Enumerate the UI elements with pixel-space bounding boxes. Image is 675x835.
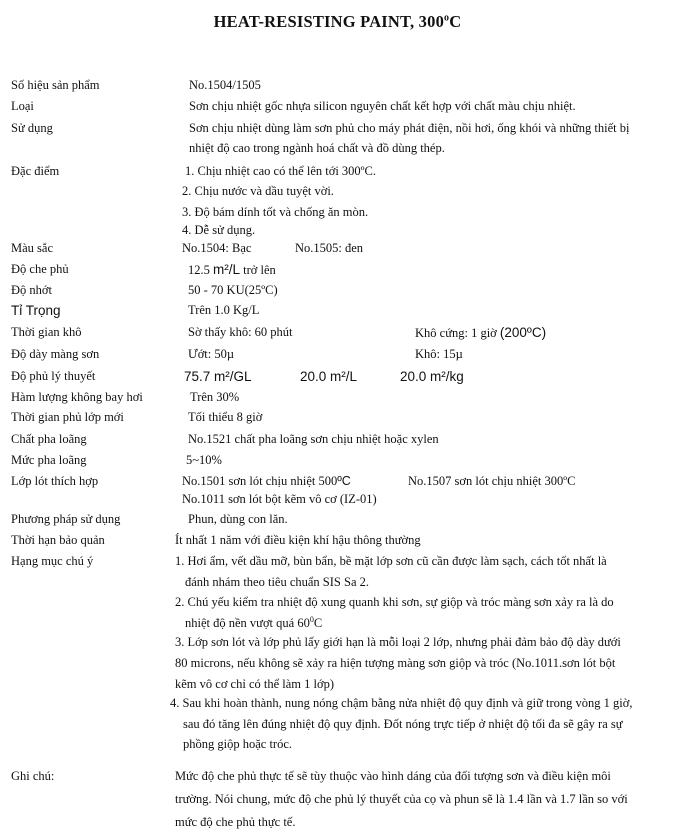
precaution-line: sau đó tăng lên đúng nhiệt độ quy định. Đốt nóng trực tiếp ở nhiệt độ tối đa sẽ gây ra sự — [183, 717, 623, 731]
label-coverage: Độ che phủ — [11, 262, 69, 276]
value-coverage: 12.5 m²/L trở lên — [188, 262, 276, 277]
value-thinner: No.1521 chất pha loãng sơn chịu nhiệt hoặc xylen — [188, 432, 439, 446]
label-theoretical-coverage: Độ phủ lý thuyết — [11, 369, 96, 383]
feature-item: 3. Độ bám dính tốt và chống ăn mòn. — [182, 205, 369, 219]
notes-line: mức độ che phủ thực tế. — [175, 815, 296, 829]
label-thinner: Chất pha loãng — [11, 432, 87, 446]
label-precautions: Hạng mục chú ý — [11, 554, 94, 568]
value-shelf-life: Ít nhất 1 năm với điều kiện khí hậu thông thường — [175, 533, 421, 547]
value-thinning-ratio: 5~10% — [186, 453, 222, 467]
label-viscosity: Độ nhớt — [11, 283, 52, 297]
feature-item: 4. Dễ sử dụng. — [182, 223, 256, 237]
value-coverage-per-gallon: 75.7 m²/GL — [184, 369, 252, 384]
value-touch-dry: Sờ thấy khô: 60 phút — [188, 325, 293, 339]
value-color-1505: No.1505: đen — [295, 241, 364, 255]
precaution-line: 1. Hơi ẩm, vết dầu mỡ, bùn bẩn, bề mặt lớp sơn cũ cần được làm sạch, cách tốt nhất là — [175, 554, 607, 568]
label-product-number: Số hiệu sản phẩm — [11, 78, 100, 92]
value-hard-dry: Khô cứng: 1 giờ (200ºC) — [415, 325, 547, 340]
label-shelf-life: Thời hạn bảo quản — [11, 533, 105, 547]
value-dry-thickness: Khô: 15µ — [415, 347, 463, 361]
label-thinning-ratio: Mức pha loãng — [11, 453, 87, 467]
label-primer: Lớp lót thích hợp — [11, 474, 99, 488]
notes-line: Mức độ che phủ thực tế sẽ tùy thuộc vào hình dáng của đối tượng sơn và điều kiện môi — [175, 769, 611, 783]
value-usage-line-1: Sơn chịu nhiệt dùng làm sơn phủ cho máy phát điện, nồi hơi, ống khói và những thiết bị — [189, 121, 630, 135]
precaution-line: kẽm vô cơ chỉ có thể làm 1 lớp) — [175, 677, 335, 691]
page-title: HEAT-RESISTING PAINT, 300$^o$C — [213, 12, 462, 31]
value-product-number: No.1504/1505 — [189, 78, 261, 92]
value-color-1504: No.1504: Bạc — [182, 241, 252, 255]
precaution-line: 80 microns, nếu không sẽ xảy ra hiện tượng màng sơn giộp và tróc (No.1011.sơn lót bột — [175, 656, 616, 670]
feature-item: 2. Chịu nước và dầu tuyệt vời. — [182, 184, 334, 198]
precaution-line: nhiệt độ nền vượt quá $60^0C$ — [185, 615, 323, 631]
precaution-line: đánh nhám theo tiêu chuẩn SIS Sa 2. — [185, 575, 369, 589]
label-recoat-time: Thời gian phủ lớp mới — [11, 410, 124, 424]
value-type: Sơn chịu nhiệt gốc nhựa silicon nguyên chất kết hợp với chất màu chịu nhiệt. — [189, 99, 576, 113]
label-application-method: Phương pháp sử dụng — [11, 512, 121, 526]
value-primer-1501: No.1501 sơn lót chịu nhiệt 500ºC — [182, 474, 351, 488]
label-nonvolatile-content: Hàm lượng không bay hơi — [11, 390, 143, 404]
precaution-line: 3. Lớp sơn lót và lớp phủ lấy giới hạn là mỗi loại 2 lớp, nhưng phải đảm bảo độ dày dưới — [175, 635, 621, 649]
label-usage: Sử dụng — [11, 121, 53, 135]
label-features: Đặc điểm — [11, 164, 60, 178]
value-coverage-per-kg: 20.0 m²/kg — [400, 369, 464, 384]
precaution-line: 4. Sau khi hoàn thành, nung nóng chậm bằng nửa nhiệt độ quy định và giữ trong vòng 1 giờ, — [170, 696, 633, 710]
precaution-line: phồng giộp hoặc tróc. — [183, 737, 293, 751]
value-recoat-time: Tối thiểu 8 giờ — [188, 410, 263, 424]
label-color: Màu sắc — [11, 241, 53, 255]
value-nonvolatile-content: Trên 30% — [190, 390, 240, 404]
label-drying-time: Thời gian khô — [11, 325, 82, 339]
notes-line: trường. Nói chung, mức độ che phủ lý thuyết của cọ và phun sẽ là 1.4 lần và 1.7 lần so với — [175, 792, 628, 806]
value-primer-1507: No.1507 sơn lót chịu nhiệt 300ºC — [408, 474, 576, 488]
precaution-line: 2. Chú yếu kiểm tra nhiệt độ xung quanh khi sơn, sự giộp và tróc màng sơn xảy ra là do — [175, 595, 614, 609]
value-viscosity: 50 - 70 KU(25ºC) — [188, 283, 278, 297]
value-coverage-per-liter: 20.0 m²/L — [300, 369, 358, 384]
value-application-method: Phun, dùng con lăn. — [188, 512, 288, 526]
feature-item: 1. Chịu nhiệt cao có thể lên tới 300ºC. — [185, 164, 377, 178]
label-film-thickness: Độ dày màng sơn — [11, 347, 100, 361]
label-type: Loại — [11, 99, 34, 113]
label-density: Tỉ Trọng — [11, 303, 61, 318]
value-wet-thickness: Ướt: 50µ — [188, 347, 235, 361]
value-primer-1011: No.1011 sơn lót bột kẽm vô cơ (IZ-01) — [182, 492, 377, 506]
label-notes: Ghi chú: — [11, 769, 55, 783]
value-density: Trên 1.0 Kg/L — [188, 303, 260, 317]
value-usage-line-2: nhiệt độ cao trong ngành hoá chất và đồ dùng thép. — [189, 141, 445, 155]
